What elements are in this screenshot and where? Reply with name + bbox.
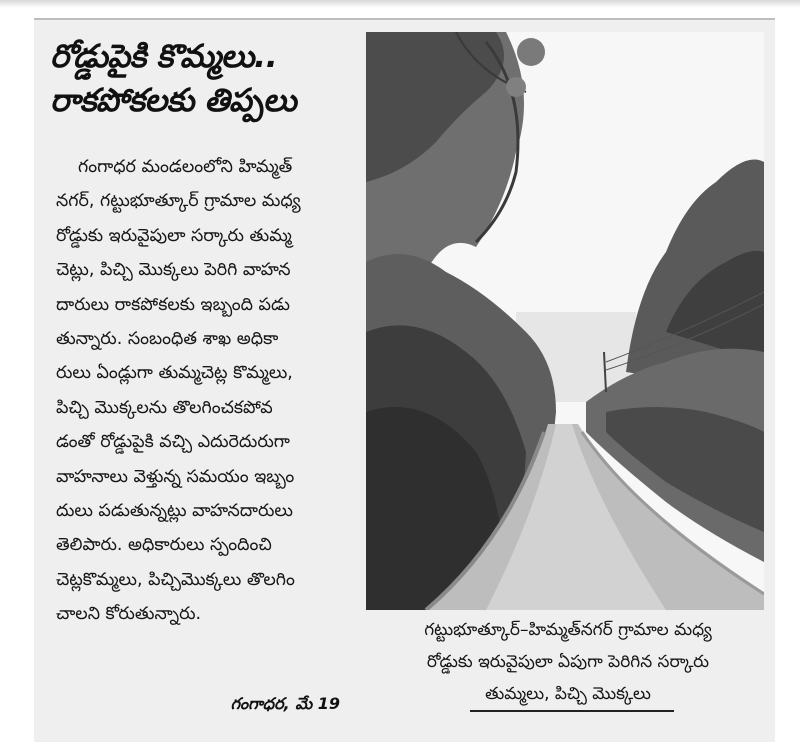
top-rule bbox=[34, 18, 775, 20]
caption-line: గట్టుభూత్కూర్–హిమ్మత్‌నగర్ గ్రామాల మధ్య bbox=[424, 620, 712, 640]
body-line: చాలని కోరుతున్నారు. bbox=[56, 604, 202, 625]
caption-line: తుమ్మలు, పిచ్చి మొక్కలు bbox=[485, 684, 651, 704]
body-line: నగర్, గట్టుభూత్కూర్ గ్రామాల మధ్య bbox=[56, 191, 301, 212]
body-line: డంతో రోడ్డుపైకి వచ్చి ఎదురెదురుగా bbox=[56, 432, 290, 453]
body-line: వాహనాలు వెళ్తున్న సమయం ఇబ్బం bbox=[56, 466, 295, 487]
body-line: రోడ్డుకు ఇరువైపులా సర్కారు తుమ్మ bbox=[56, 225, 292, 246]
photo-caption bbox=[370, 614, 766, 710]
road-photo bbox=[366, 32, 764, 610]
body-line: చెట్లు, పిచ్చి మొక్కలు పెరిగి వాహన bbox=[56, 260, 291, 281]
headline-line: రోడ్డుపైకి కొమ్మలు.. bbox=[50, 37, 278, 75]
body-line: చెట్లకొమ్మలు, పిచ్చిమొక్కలు తొలగిం bbox=[56, 569, 295, 590]
body-line: తెలిపారు. అధికారులు స్పందించి bbox=[56, 535, 272, 556]
headline-line: రాకపోకలకు తిప్పలు bbox=[50, 81, 297, 119]
caption-line: రోడ్డుకు ఇరువైపులా ఏపుగా పెరిగిన సర్కారు bbox=[426, 652, 710, 672]
article-body bbox=[56, 150, 352, 631]
body-line: దారులు రాకపోకలకు ఇబ్బంది పడు bbox=[56, 294, 290, 315]
body-line: రులు ఏండ్లుగా తుమ్మచెట్ల కొమ్మలు, bbox=[56, 363, 293, 384]
article-dateline: గంగాధర, మే 19 bbox=[230, 694, 340, 713]
page-top-edge bbox=[0, 0, 800, 8]
caption-underline bbox=[470, 710, 674, 712]
body-line: దులు పడుతున్నట్లు వాహనదారులు bbox=[56, 500, 293, 521]
body-line: గంగాధర మండలంలోని హిమ్మత్ bbox=[78, 157, 293, 177]
article-headline bbox=[50, 34, 356, 122]
body-line: పిచ్చి మొక్కలను తొలగించకపోవ bbox=[56, 397, 273, 418]
body-line: తున్నారు. సంబంధిత శాఖ అధికా bbox=[56, 328, 279, 349]
